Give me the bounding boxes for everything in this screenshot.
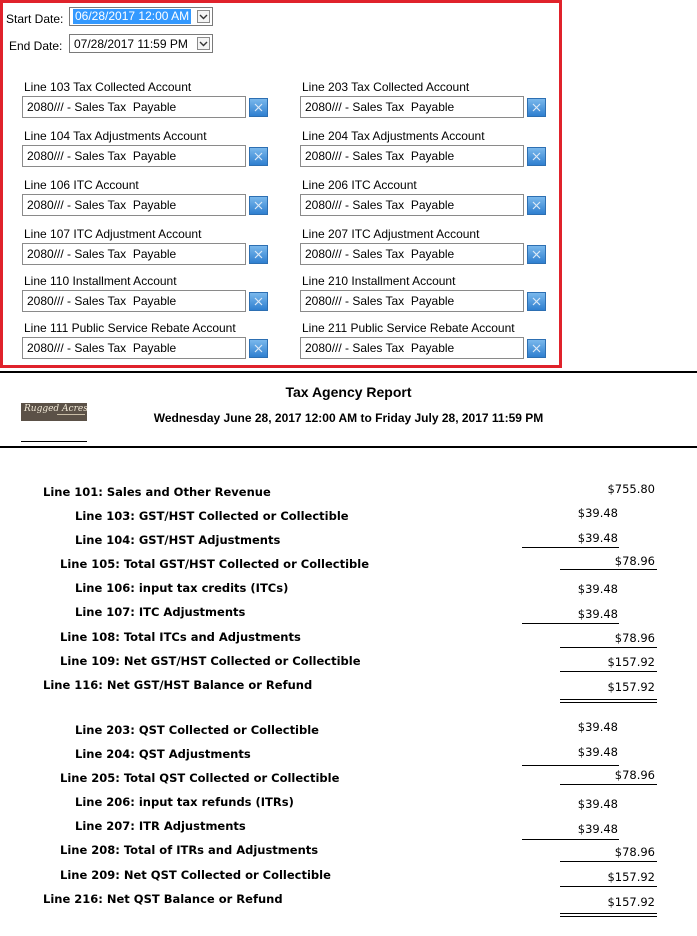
- browse-account-button[interactable]: [527, 196, 546, 215]
- account-value: 2080/// - Sales Tax Payable: [27, 247, 177, 261]
- account-field[interactable]: [300, 96, 524, 118]
- lookup-icon: [532, 297, 541, 306]
- report-line-label: Line 106: input tax credits (ITCs): [75, 581, 289, 595]
- total-rule: [560, 784, 657, 785]
- lookup-icon: [254, 250, 263, 259]
- logo-text: Rugged Acres: [24, 404, 88, 414]
- report-line-label: Line 108: Total ITCs and Adjustments: [60, 630, 301, 644]
- report-line-amount: $157.92: [607, 870, 655, 884]
- report-line-amount: $78.96: [614, 554, 655, 568]
- end-date-label: End Date:: [9, 39, 63, 53]
- account-label: Line 207 ITC Adjustment Account: [302, 227, 480, 241]
- report-line-amount: $39.48: [577, 822, 618, 836]
- report-line-label: Line 104: GST/HST Adjustments: [75, 533, 281, 547]
- account-label: Line 210 Installment Account: [302, 274, 456, 288]
- lookup-icon: [532, 152, 541, 161]
- account-value: 2080/// - Sales Tax Payable: [305, 100, 455, 114]
- account-value: 2080/// - Sales Tax Payable: [305, 341, 455, 355]
- lookup-icon: [254, 152, 263, 161]
- report-line-amount: $157.92: [607, 680, 655, 694]
- end-date-picker[interactable]: [69, 34, 213, 53]
- logo-underline: [21, 441, 87, 442]
- browse-account-button[interactable]: [527, 98, 546, 117]
- browse-account-button[interactable]: [527, 147, 546, 166]
- account-value: 2080/// - Sales Tax Payable: [305, 247, 455, 261]
- account-label: Line 211 Public Service Rebate Account: [302, 321, 515, 335]
- total-rule: [560, 886, 657, 887]
- browse-account-button[interactable]: [527, 245, 546, 264]
- start-date-label: Start Date:: [6, 12, 64, 26]
- account-value: 2080/// - Sales Tax Payable: [27, 341, 177, 355]
- grand-total-double-rule: [560, 913, 657, 917]
- account-label: Line 103 Tax Collected Account: [24, 80, 192, 94]
- account-value: 2080/// - Sales Tax Payable: [27, 198, 177, 212]
- account-value: 2080/// - Sales Tax Payable: [305, 294, 455, 308]
- report-line-label: Line 216: Net QST Balance or Refund: [43, 892, 283, 906]
- chevron-down-icon[interactable]: [197, 10, 210, 23]
- account-value: 2080/// - Sales Tax Payable: [27, 294, 177, 308]
- report-line-label: Line 103: GST/HST Collected or Collectible: [75, 509, 349, 523]
- total-rule: [560, 861, 657, 862]
- account-field[interactable]: [22, 243, 246, 265]
- account-label: Line 111 Public Service Rebate Account: [24, 321, 236, 335]
- report-header-rule: [0, 446, 697, 448]
- account-field[interactable]: [300, 337, 524, 359]
- account-label: Line 206 ITC Account: [302, 178, 417, 192]
- report-line-label: Line 109: Net GST/HST Collected or Collectible: [60, 654, 361, 668]
- report-line-label: Line 204: QST Adjustments: [75, 747, 251, 761]
- account-field[interactable]: [22, 96, 246, 118]
- report-period: Wednesday June 28, 2017 12:00 AM to Friday July 28, 2017 11:59 PM: [153, 411, 544, 425]
- account-field[interactable]: [22, 337, 246, 359]
- account-label: Line 107 ITC Adjustment Account: [24, 227, 202, 241]
- account-field[interactable]: [300, 243, 524, 265]
- browse-account-button[interactable]: [249, 147, 268, 166]
- report-line-label: Line 206: input tax refunds (ITRs): [75, 795, 294, 809]
- report-line-amount: $39.48: [577, 720, 618, 734]
- report-line-amount: $39.48: [577, 582, 618, 596]
- account-field[interactable]: [300, 290, 524, 312]
- account-value: 2080/// - Sales Tax Payable: [27, 149, 177, 163]
- report-line-label: Line 101: Sales and Other Revenue: [43, 485, 271, 499]
- report-line-amount: $39.48: [577, 607, 618, 621]
- report-line-amount: $39.48: [577, 506, 618, 520]
- subtotal-rule: [522, 623, 619, 624]
- browse-account-button[interactable]: [527, 292, 546, 311]
- total-rule: [560, 647, 657, 648]
- lookup-icon: [532, 103, 541, 112]
- subtotal-rule: [522, 765, 619, 766]
- browse-account-button[interactable]: [249, 292, 268, 311]
- account-value: 2080/// - Sales Tax Payable: [305, 149, 455, 163]
- report-line-amount: $157.92: [607, 895, 655, 909]
- report-line-amount: $78.96: [614, 768, 655, 782]
- browse-account-button[interactable]: [527, 339, 546, 358]
- report-line-label: Line 208: Total of ITRs and Adjustments: [60, 843, 319, 857]
- account-value: 2080/// - Sales Tax Payable: [27, 100, 177, 114]
- chevron-down-icon[interactable]: [197, 37, 210, 50]
- report-line-label: Line 207: ITR Adjustments: [75, 819, 246, 833]
- report-line-label: Line 116: Net GST/HST Balance or Refund: [43, 678, 313, 692]
- report-title: Tax Agency Report: [285, 384, 412, 400]
- lookup-icon: [254, 344, 263, 353]
- start-date-picker[interactable]: [69, 7, 213, 26]
- report-line-amount: $755.80: [607, 482, 655, 496]
- report-line-amount: $39.48: [577, 745, 618, 759]
- report-line-amount: $78.96: [614, 845, 655, 859]
- account-label: Line 106 ITC Account: [24, 178, 139, 192]
- total-rule: [560, 671, 657, 672]
- report-line-label: Line 105: Total GST/HST Collected or Collectible: [60, 557, 370, 571]
- browse-account-button[interactable]: [249, 245, 268, 264]
- report-line-label: Line 203: QST Collected or Collectible: [75, 723, 319, 737]
- account-label: Line 110 Installment Account: [24, 274, 177, 288]
- account-field[interactable]: [22, 145, 246, 167]
- account-label: Line 203 Tax Collected Account: [302, 80, 470, 94]
- account-field[interactable]: [22, 290, 246, 312]
- lookup-icon: [532, 344, 541, 353]
- report-line-amount: $157.92: [607, 655, 655, 669]
- tax-settings-panel: [0, 0, 562, 368]
- start-date-value[interactable]: 06/28/2017 12:00 AM: [75, 9, 190, 23]
- account-field[interactable]: [22, 194, 246, 216]
- lookup-icon: [532, 201, 541, 210]
- lookup-icon: [532, 250, 541, 259]
- report-line-amount: $39.48: [577, 531, 618, 545]
- total-rule: [560, 569, 657, 570]
- browse-account-button[interactable]: [249, 98, 268, 117]
- account-field[interactable]: [300, 145, 524, 167]
- lookup-icon: [254, 297, 263, 306]
- browse-account-button[interactable]: [249, 339, 268, 358]
- account-label: Line 204 Tax Adjustments Account: [302, 129, 485, 143]
- report-line-amount: $39.48: [577, 797, 618, 811]
- lookup-icon: [254, 201, 263, 210]
- report-line-label: Line 107: ITC Adjustments: [75, 605, 246, 619]
- report-line-amount: $78.96: [614, 631, 655, 645]
- account-label: Line 104 Tax Adjustments Account: [24, 129, 207, 143]
- report-line-label: Line 205: Total QST Collected or Collectible: [60, 771, 340, 785]
- subtotal-rule: [522, 839, 619, 840]
- lookup-icon: [254, 103, 263, 112]
- end-date-value[interactable]: 07/28/2017 11:59 PM: [74, 37, 188, 51]
- subtotal-rule: [522, 547, 619, 548]
- grand-total-double-rule: [560, 699, 657, 703]
- browse-account-button[interactable]: [249, 196, 268, 215]
- report-top-rule: [0, 371, 697, 373]
- account-value: 2080/// - Sales Tax Payable: [305, 198, 455, 212]
- report-line-label: Line 209: Net QST Collected or Collectible: [60, 868, 331, 882]
- account-field[interactable]: [300, 194, 524, 216]
